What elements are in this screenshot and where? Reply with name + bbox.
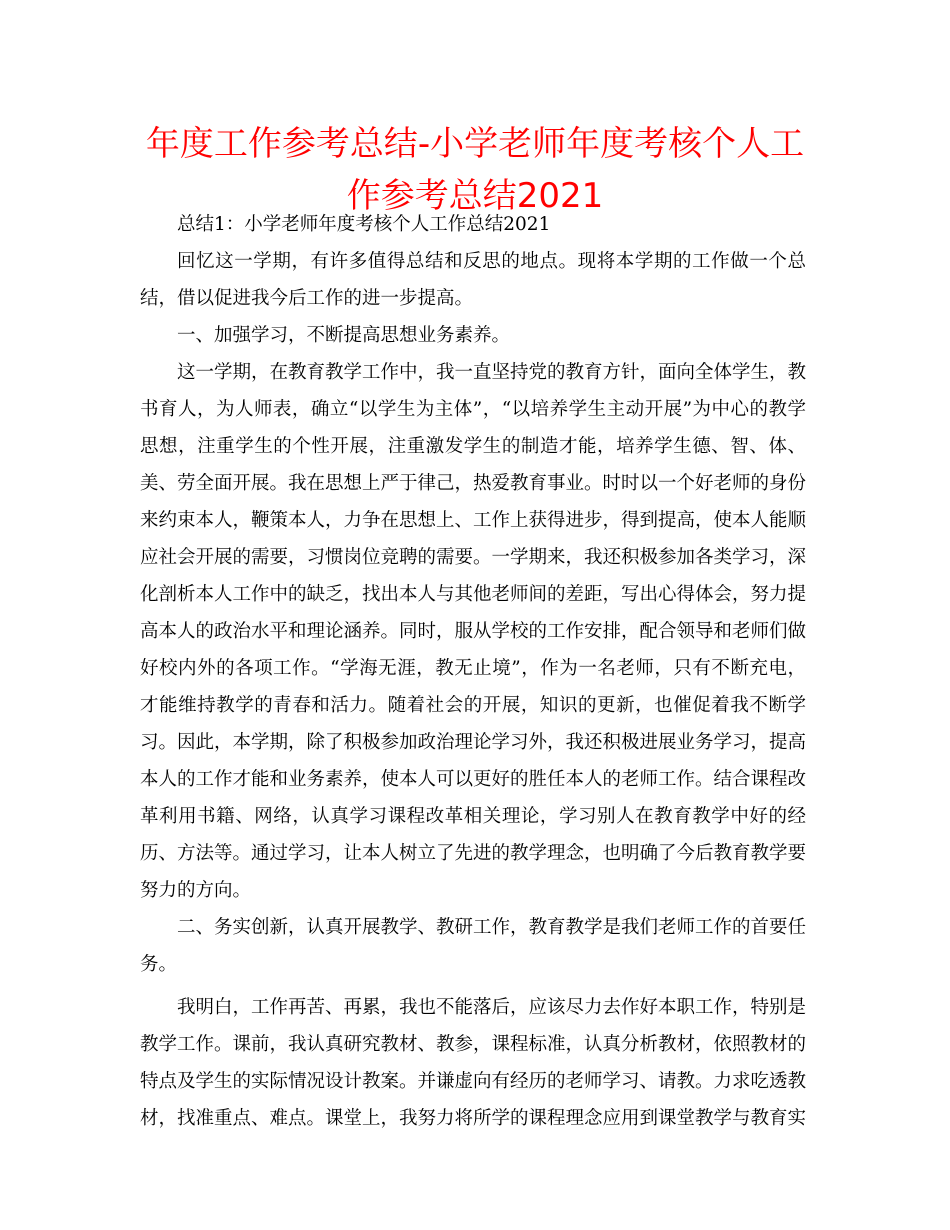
body-paragraph-1: 这一学期，在教育教学工作中，我一直坚持党的教育方针，面向全体学生，教书育人，为人师表，确立“以学生为主体”，“以培养学生主动开展”为中心的教学思想，注重学生的个性开展，注重激发学生的制造才能，培养学生德、智、体、美、劳全面开展。我在思想上严于律己，热爱教育事业。时时以一个好老师的身份来约束本人，鞭策本人，力争在思想上、工作上获得进步，得到提高，使本人能顺应社会开展的需要，习惯岗位竞聘的需要。一学期来，我还积极参加各类学习，深化剖析本人工作中的缺乏，找出本人与其他老师间的差距，写出心得体会，努力提高本人的政治水平和理论涵养。同时，服从学校的工作安排，配合领导和老师们做好校内外的各项工作。“学海无涯，教无止境”，作为一名老师，只有不断充电，才能维持教学的青春和活力。随着社会的开展，知识的更新，也催促着我不断学习。因此，本学期，除了积极参加政治理论学习外，我还积极进展业务学习，提高本人的工作才能和业务素养，使本人可以更好的胜任本人的老师工作。结合课程改革利用书籍、网络，认真学习课程改革相关理论，学习别人在教育教学中好的经历、方法等。通过学习，让本人树立了先进的教学理念，也明确了今后教育教学要努力的方向。	[140, 362, 807, 901]
section-heading-2: 二、务实创新，认真开展教学、教研工作，教育教学是我们老师工作的首要任务。	[140, 917, 807, 975]
intro-paragraph: 回忆这一学期，有许多值得总结和反思的地点。现将本学期的工作做一个总结，借以促进我今后工作的进一步提高。	[140, 251, 806, 309]
document-title: 年度工作参考总结-小学老师年度考核个人工作参考总结2021	[145, 124, 805, 216]
document-body	[140, 206, 806, 1137]
section-heading-1: 一、加强学习，不断提高思想业务素养。	[177, 325, 511, 346]
body-paragraph-2: 我明白，工作再苦、再累，我也不能落后，应该尽力去作好本职工作，特别是教学工作。课前，我认真研究教材、教参，课程标准，认真分析教材，依照教材的特点及学生的实际情况设计教案。并谦虚向有经历的老师学习、请教。力求吃透教材，找准重点、难点。课堂上，我努力将所学的课程理念应用到课堂教学与教育实	[140, 997, 807, 1129]
subtitle-paragraph: 总结1：小学老师年度考核个人工作总结2021	[177, 214, 551, 235]
